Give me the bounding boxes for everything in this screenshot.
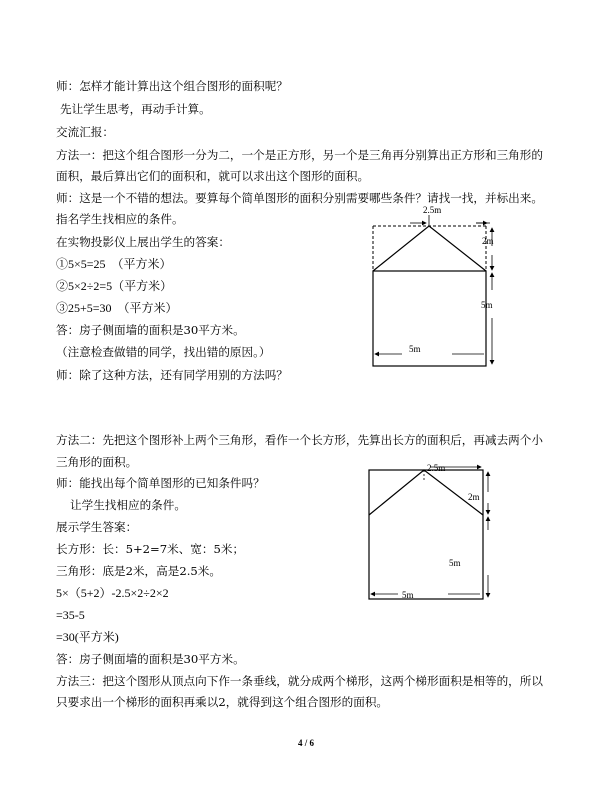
text-line: 长方形：长：5+2=7米、宽：5米；: [56, 542, 245, 556]
text-line: 交流汇报：: [56, 125, 114, 139]
text-line: =30(平方米): [56, 630, 119, 644]
text-line: 指名学生找相应的条件。: [56, 212, 184, 226]
outer-rectangle: [369, 470, 483, 599]
text-line: 方法三：把这个图形从顶点向下作一条垂线，就分成两个梯形，这两个梯形面积是相等的，所以: [56, 674, 543, 688]
page-number: 4 / 6: [297, 738, 314, 748]
text-line: 答：房子侧面墙的面积是30平方米。: [56, 323, 245, 337]
text-line: 师：能找出每个简单图形的已知条件吗？: [56, 476, 265, 490]
figure2-label-top: 2.5m: [427, 463, 446, 473]
text-line: ②5×2÷2=5（平方米）: [56, 279, 173, 293]
text-line: =35-5: [56, 608, 85, 622]
text-line: 师：怎样才能计算出这个组合图形的面积呢？: [56, 79, 288, 93]
text-line: 师：这是一个不错的想法。要算每个简单图形的面积分别需要哪些条件？请找一找，并标出来。: [56, 191, 543, 205]
text-line: 三角形的面积。: [56, 455, 138, 469]
figure1-label-wall: 5m: [481, 300, 493, 310]
text-line: 在实物投影仪上展出学生的答案：: [56, 235, 230, 249]
figure1-label-roof: 2m: [482, 236, 494, 246]
figure2-label-wall: 5m: [449, 558, 461, 568]
text-line: 只要求出一个梯形的面积再乘以2，就得到这个组合图形的面积。: [56, 695, 389, 709]
text-line: 5×（5+2）-2.5×2÷2×2: [56, 586, 169, 600]
text-line: 展示学生答案：: [56, 520, 138, 534]
text-line: 面积，最后算出它们的面积和，就可以求出这个图形的面积。: [56, 169, 370, 183]
text-line: ③25+5=30 （平方米）: [56, 301, 178, 315]
text-line: ①5×5=25 （平方米）: [56, 257, 172, 271]
text-line: 三角形：底是2米，高是2.5米。: [56, 564, 221, 578]
text-line: 答：房子侧面墙的面积是30平方米。: [56, 652, 245, 666]
figure1-label-top: 2.5m: [423, 205, 442, 215]
text-line: 方法二：先把这个图形补上两个三角形，看作一个长方形，先算出长方的面积后，再减去两个小: [56, 433, 543, 447]
text-line: 让学生找相应的条件。: [70, 498, 186, 512]
figure2-label-base: 5m: [402, 590, 414, 600]
figure2-label-roof: 2m: [468, 492, 480, 502]
text-line: 师：除了这种方法，还有同学用别的方法吗？: [56, 368, 288, 382]
text-line: （注意检查做错的同学，找出错的原因。）: [56, 345, 271, 359]
text-line: 方法一：把这个组合图形一分为二，一个是正方形，另一个是三角再分别算出正方形和三角形的: [56, 148, 543, 162]
figure1-label-base: 5m: [409, 344, 421, 354]
text-line: 先让学生思考，再动手计算。: [60, 102, 211, 116]
roof-lines: [369, 470, 483, 515]
